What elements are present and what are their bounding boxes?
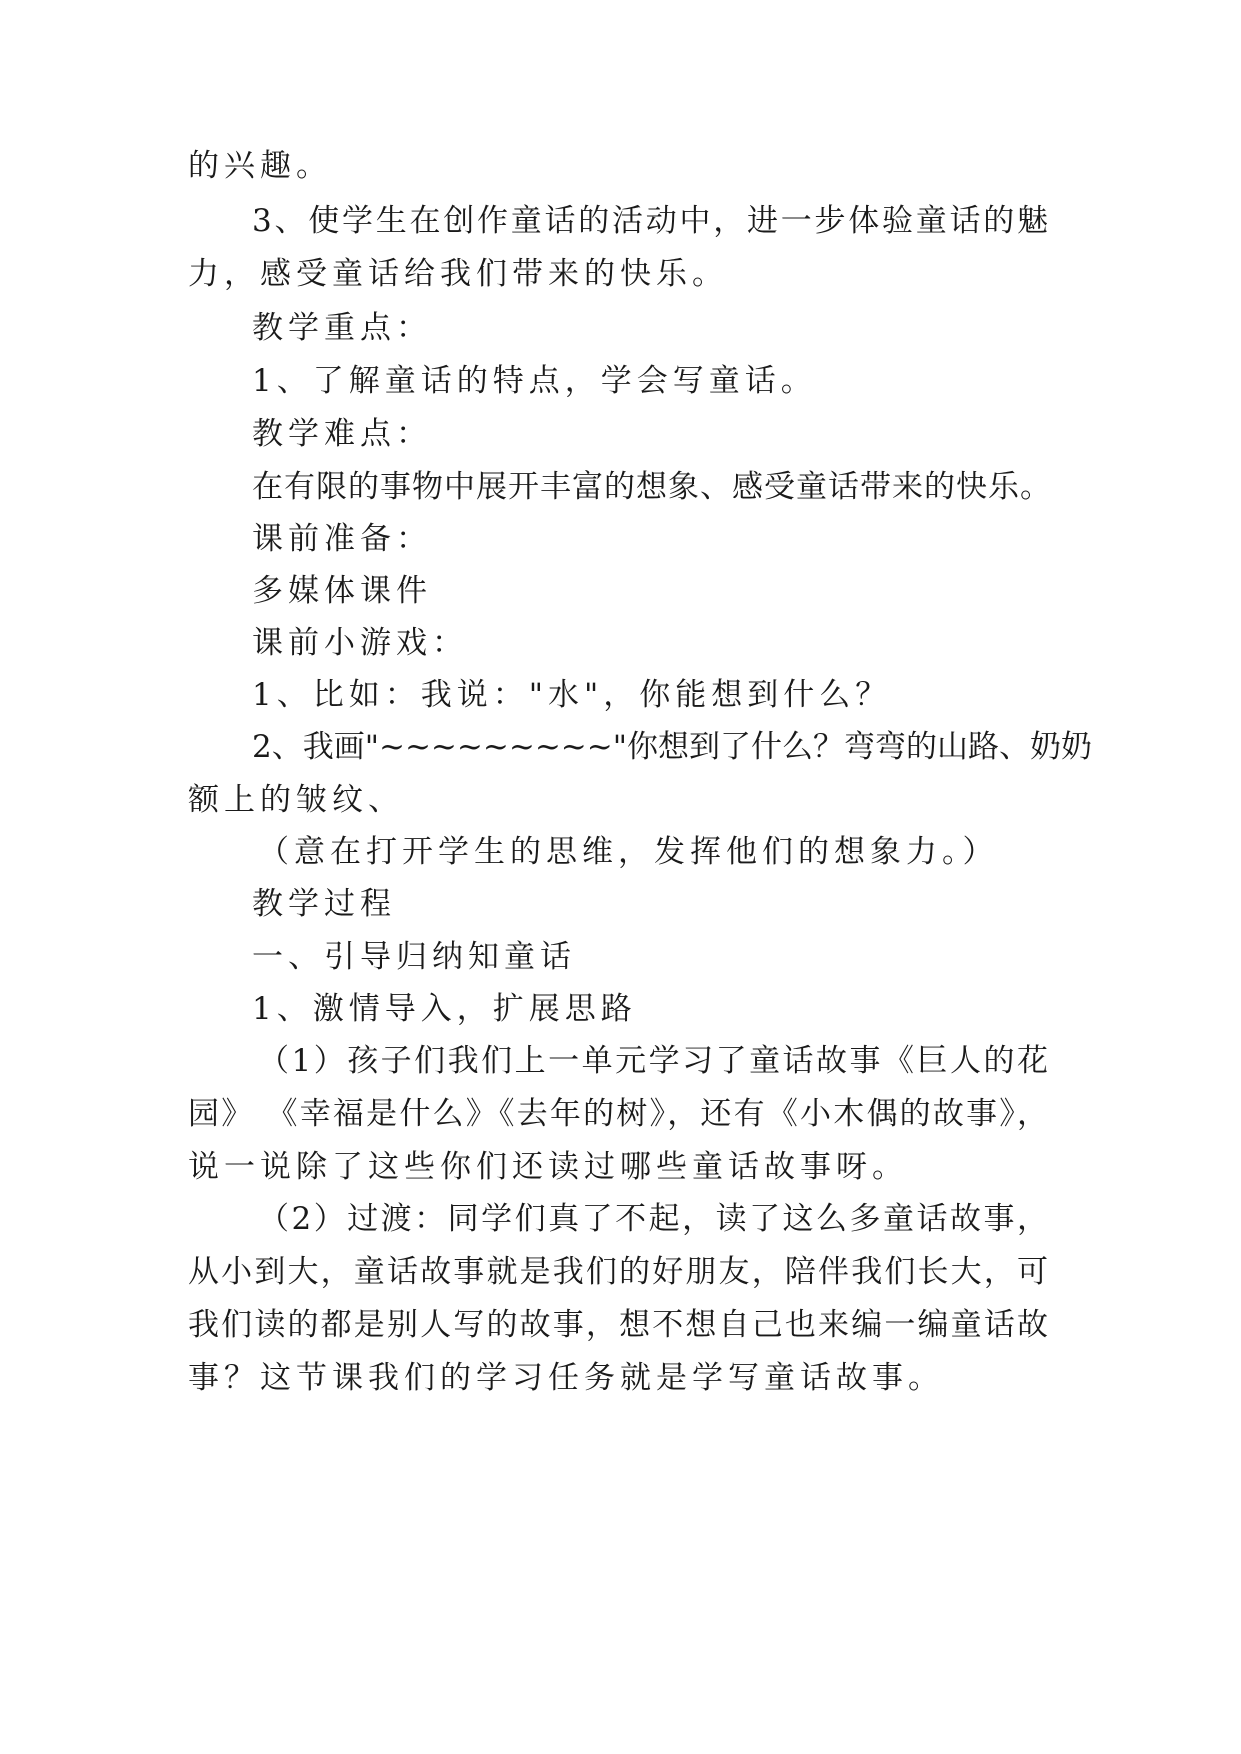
section-heading: 教学过程 — [252, 886, 396, 922]
text-line: 力，感受童话给我们带来的快乐。 — [188, 256, 728, 292]
text-line: 多媒体课件 — [252, 573, 432, 609]
section-heading: 一、引导归纳知童话 — [252, 939, 576, 975]
text-line: （1）孩子们我们上一单元学习了童话故事《巨人的花 — [258, 1043, 1048, 1079]
text-line: 的兴趣。 — [188, 148, 332, 184]
text-line: （2）过渡：同学们真了不起，读了这么多童话故事， — [258, 1201, 1048, 1237]
section-heading: 教学重点： — [252, 310, 432, 346]
text-line: 2、我画"~~~~~~~~~"你想到了什么？弯弯的山路、奶奶 — [252, 729, 1093, 765]
text-line: 在有限的事物中展开丰富的想象、感受童话带来的快乐。 — [252, 469, 1052, 505]
section-heading: 课前准备： — [252, 521, 432, 557]
text-line: 3、使学生在创作童话的活动中，进一步体验童话的魅 — [252, 203, 1048, 239]
section-heading: 教学难点： — [252, 416, 432, 452]
text-line: 事？这节课我们的学习任务就是学写童话故事。 — [188, 1360, 944, 1396]
text-line: 1、比如：我说："水"，你能想到什么？ — [252, 677, 892, 713]
text-line: 额上的皱纹、 — [188, 782, 404, 818]
text-line: 我们读的都是别人写的故事，想不想自己也来编一编童话故 — [188, 1307, 1048, 1343]
section-heading: 课前小游戏： — [252, 625, 468, 661]
text-line: 1、激情导入，扩展思路 — [252, 991, 637, 1027]
text-line: 园》 《幸福是什么》《去年的树》，还有《小木偶的故事》， — [188, 1096, 1048, 1132]
text-line: 从小到大，童话故事就是我们的好朋友，陪伴我们长大，可 — [188, 1254, 1048, 1290]
text-line: （意在打开学生的思维，发挥他们的想象力。） — [258, 834, 999, 870]
text-line: 1、了解童话的特点，学会写童话。 — [252, 363, 817, 399]
text-line: 说一说除了这些你们还读过哪些童话故事呀。 — [188, 1149, 908, 1185]
